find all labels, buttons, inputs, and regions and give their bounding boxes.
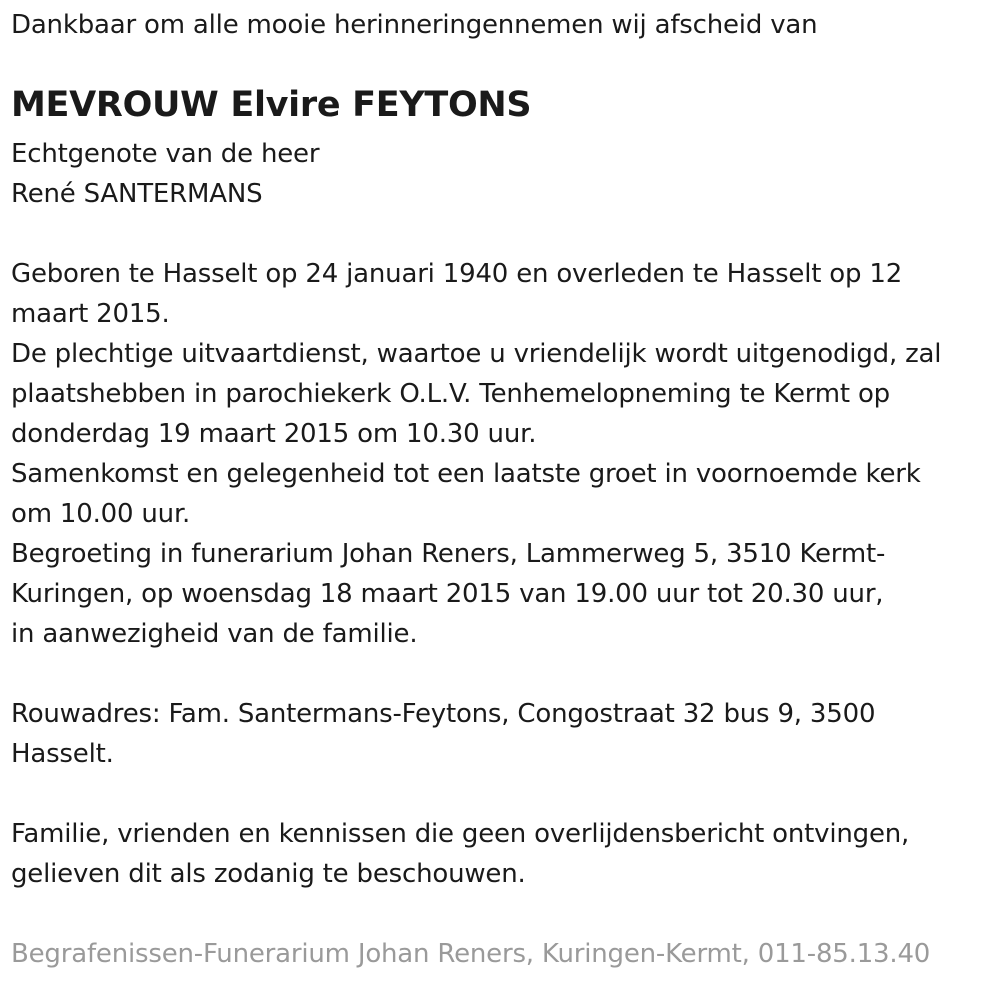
spouse-line-1: Echtgenote van de heer: [11, 139, 320, 169]
born-died-line-1: Geboren te Hasselt op 24 januari 1940 en overleden te Hasselt op 12: [11, 259, 903, 289]
visitation-line-2: Kuringen, op woensdag 18 maart 2015 van 19.00 uur tot 20.30 uur,: [11, 579, 884, 609]
visitation-line-3: in aanwezigheid van de familie.: [11, 619, 418, 649]
closing-line-1: Familie, vrienden en kennissen die geen overlijdensbericht ontvingen,: [11, 819, 910, 849]
address-line-1: Rouwadres: Fam. Santermans-Feytons, Congostraat 32 bus 9, 3500: [11, 699, 876, 729]
service-line-2: plaatshebben in parochiekerk O.L.V. Tenhemelopneming te Kermt op: [11, 379, 890, 409]
address-line-2: Hasselt.: [11, 739, 114, 769]
gathering-line-1: Samenkomst en gelegenheid tot een laatste groet in voornoemde kerk: [11, 459, 921, 489]
visitation-line-1: Begroeting in funerarium Johan Reners, Lammerweg 5, 3510 Kermt-: [11, 539, 886, 569]
funeral-home-footer: Begrafenissen-Funerarium Johan Reners, Kuringen-Kermt, 011-85.13.40: [11, 939, 931, 969]
deceased-name: MEVROUW Elvire FEYTONS: [11, 85, 532, 125]
closing-line-2: gelieven dit als zodanig te beschouwen.: [11, 859, 526, 889]
gathering-line-2: om 10.00 uur.: [11, 499, 191, 529]
service-line-1: De plechtige uitvaartdienst, waartoe u vriendelijk wordt uitgenodigd, zal: [11, 339, 942, 369]
born-died-line-2: maart 2015.: [11, 299, 170, 329]
service-line-3: donderdag 19 maart 2015 om 10.30 uur.: [11, 419, 537, 449]
intro-text: Dankbaar om alle mooie herinneringennemen wij afscheid van: [11, 10, 818, 40]
spouse-line-2: René SANTERMANS: [11, 179, 263, 209]
